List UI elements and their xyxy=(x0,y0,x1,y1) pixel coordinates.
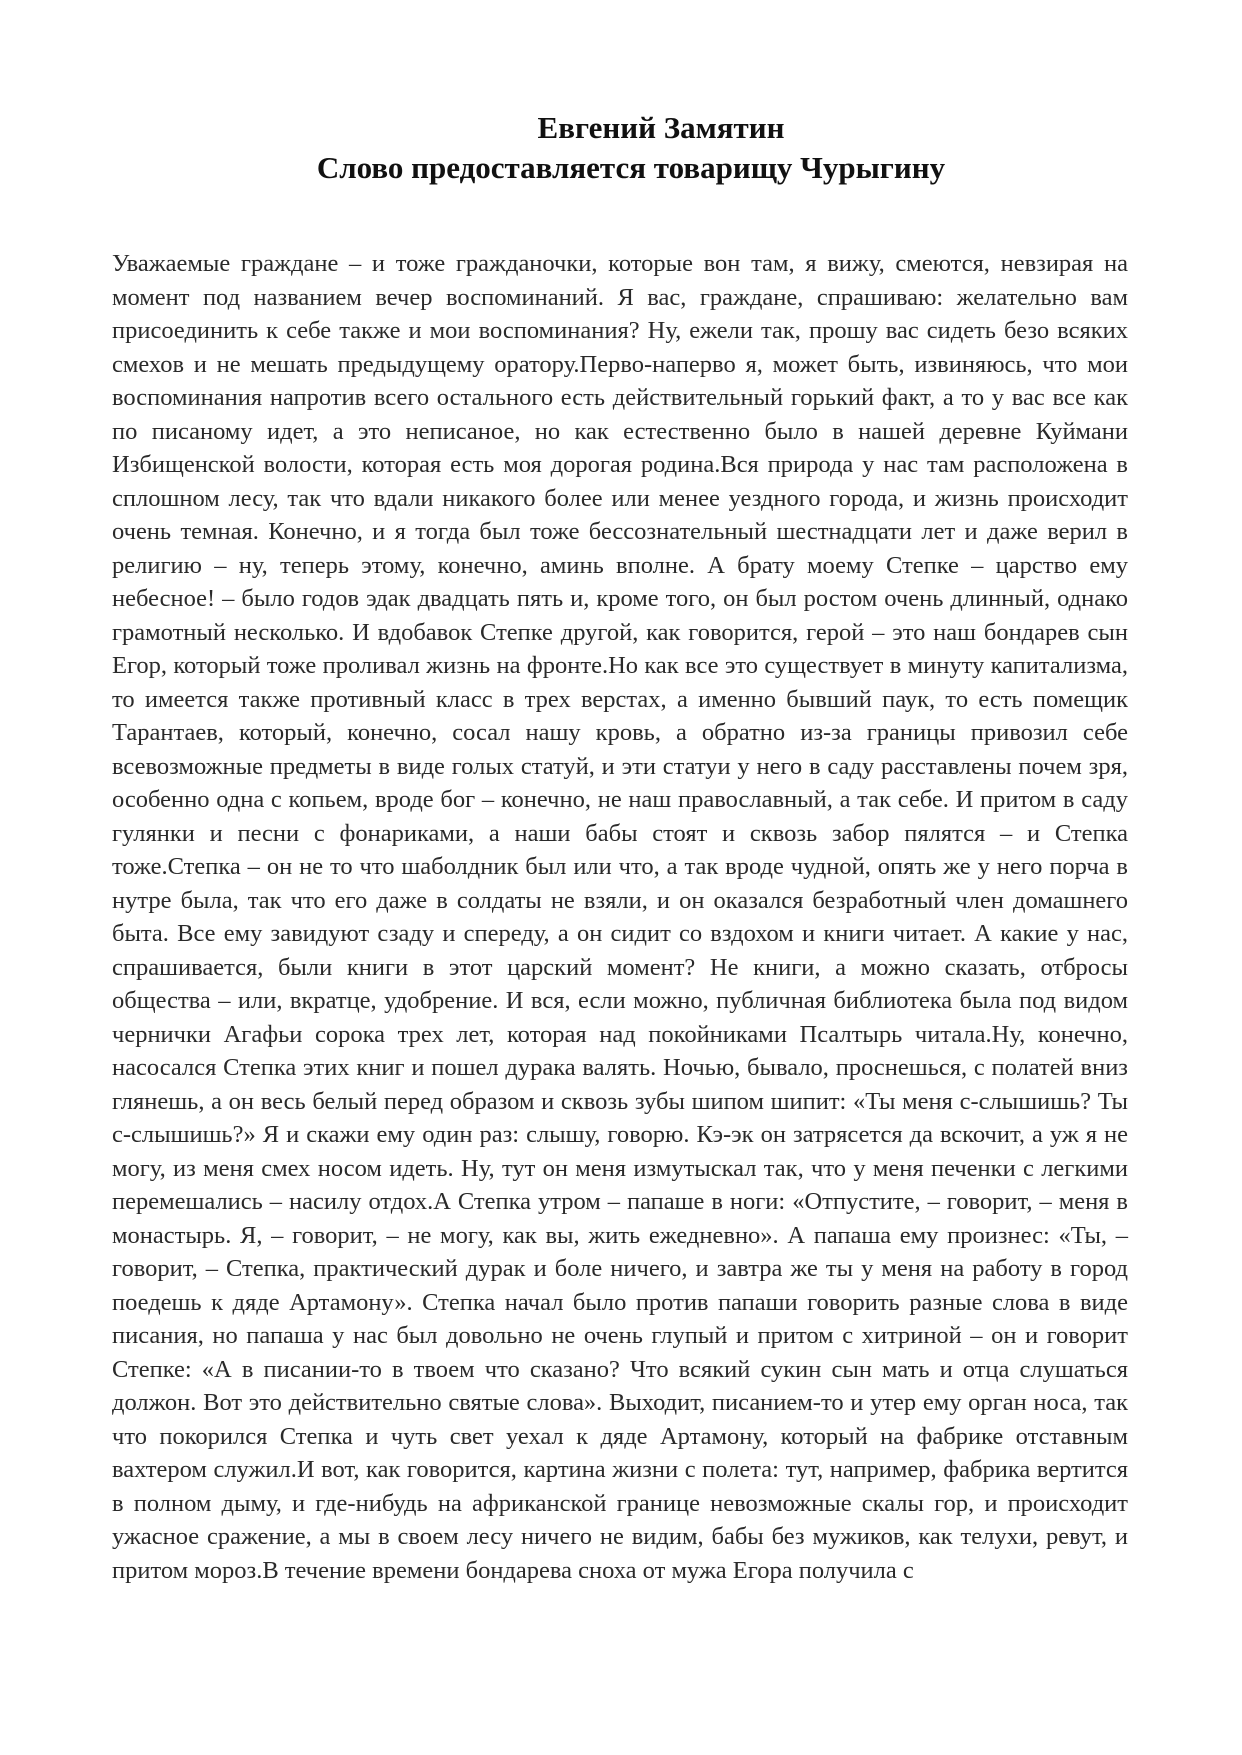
body-paragraph: Уважаемые граждане – и тоже гражданочки, которые вон там, я вижу, смеются, невзирая на момент под названием вечер воспоминаний. Я вас, граждане, спрашиваю: желательно вам присоединить к себе также и мои воспоминания? Ну, ежели так, прошу вас сидеть безо всяких смехов и не мешать предыдущему оратору.Перво-наперво я, может быть, извиняюсь, что мои воспоминания напротив всего остального есть действительный горький факт, а то у вас все как по писаному идет, а это неписаное, но как естественно было в нашей деревне Куймани Избищенской волости, которая есть моя дорогая родина.Вся природа у нас там расположена в сплошном лесу, так что вдали никакого более или менее уездного города, и жизнь происходит очень темная. Конечно, и я тогда был тоже бессознательный шестнадцати лет и даже верил в религию – ну, теперь этому, конечно, аминь вполне. А брату моему Степке – царство ему небесное! – было годов эдак двадцать пять и, кроме того, он был ростом очень длинный, однако грамотный несколько. И вдобавок Степке другой, как говорится, герой – это наш бондарев сын Егор, который тоже проливал жизнь на фронте.Но как все это существует в минуту капитализма, то имеется также противный класс в трех верстах, а именно бывший паук, то есть помещик Тарантаев, который, конечно, сосал нашу кровь, а обратно из-за границы привозил себе всевозможные предметы в виде голых статуй, и эти статуи у него в саду расставлены почем зря, особенно одна с копьем, вроде бог – конечно, не наш православный, а так себе. И притом в саду гулянки и песни с фонариками, а наши бабы стоят и сквозь забор пялятся – и Степка тоже.Степка – он не то что шаболдник был или что, а так вроде чудной, опять же у него порча в нутре была, так что его даже в солдаты не взяли, и он оказался безработный член домашнего быта. Все ему завидуют сзаду и спереду, а он сидит со вздохом и книги читает. А какие у нас, спрашивается, были книги в этот царский момент? Не книги, а можно сказать, отбросы общества – или, вкратце, удобрение. И вся, если можно, публичная библиотека была под видом чернички Агафьи сорока трех лет, которая над покойниками Псалтырь читала.Ну, конечно, насосался Степка этих книг и пошел дурака валять. Ночью, бывало, проснешься, с полатей вниз глянешь, а он весь белый перед образом и сквозь зубы шипом шипит: «Ты меня с-слышишь? Ты с-слышишь?» Я и скажи ему один раз: слышу, говорю. Кэ-эк он затрясется да вскочит, а уж я не могу, из меня смех носом идеть. Ну, тут он меня измутыскал так, что у меня печенки с легкими перемешались – насилу отдох.А Степка утром – папаше в ноги: «Отпустите, – говорит, – меня в монастырь. Я, – говорит, – не могу, как вы, жить ежедневно». А папаша ему произнес: «Ты, – говорит, – Степка, практический дурак и боле ничего, и завтра же ты у меня на работу в город поедешь к дяде Артамону». Степка начал было против папаши говорить разные слова в виде писания, но папаша у нас был довольно не очень глупый и притом с хитриной – он и говорит Степке: «А в писании-то в твоем что сказано? Что всякий сукин сын мать и отца слушаться должон. Вот это действительно святые слова». Выходит, писанием-то и утер ему орган носа, так что покорился Степка и чуть свет уехал к дяде Артамону, который на фабрике отставным вахтером служил.И вот, как говорится, картина жизни с полета: тут, например, фабрика вертится в полном дыму, и где-нибудь на африканской границе невозможные скалы гор, и происходит ужасное сражение, а мы в своем лесу ничего не видим, бабы без мужиков, как телухи, ревут, и притом мороз.В течение времени бондарева сноха от мужа Егора получила с xyxy=(112,250,1128,1584)
document-header xyxy=(0,108,1242,188)
author-name: Евгений Замятин xyxy=(537,110,785,145)
document-title: Слово предоставляется товарищу Чурыгину xyxy=(316,150,946,185)
